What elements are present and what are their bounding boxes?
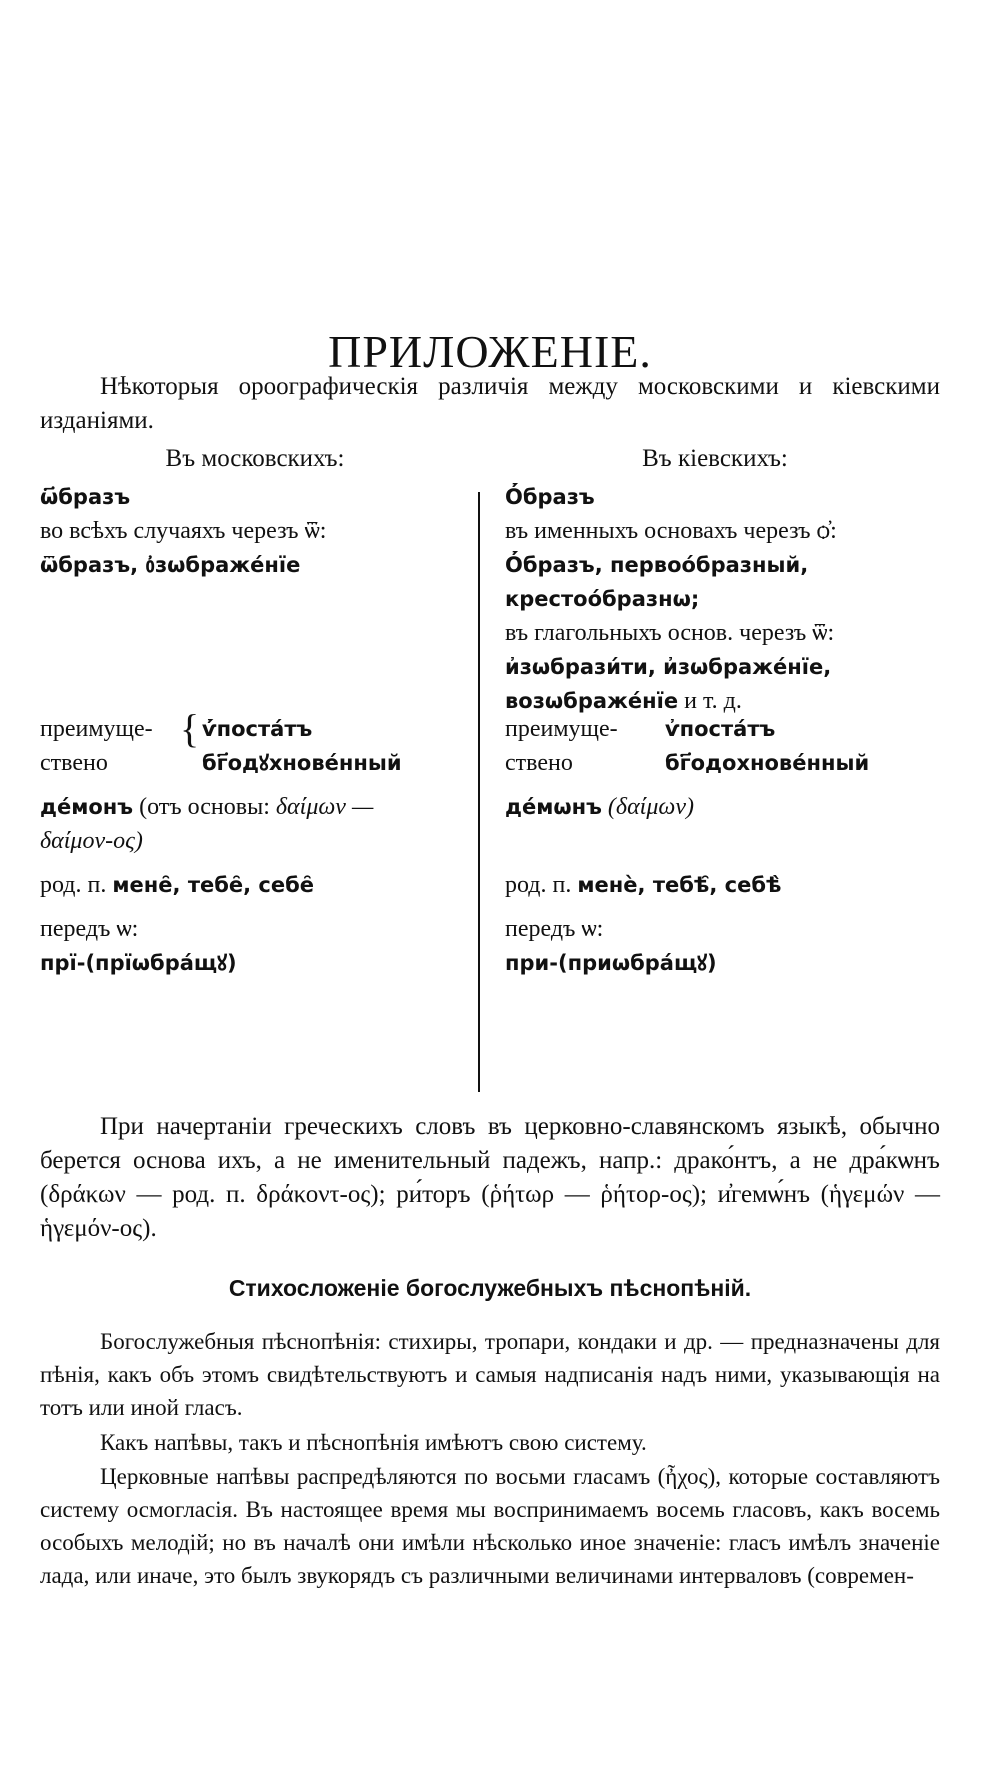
row3-moscow-word: де́монъ — [40, 795, 134, 819]
row1-moscow-examples: ѿбразъ, ᲂ҆зѡбраже́нїе — [40, 553, 301, 577]
row2-moscow-word-b: бг҃одꙋхнове́нный — [202, 751, 402, 775]
row4-kiev-label: род. п. — [505, 872, 572, 898]
row2-kiev-inner — [505, 712, 930, 780]
row1-kiev-examples-c: и҆зѡбрази́ти, и҆зѡбраже́нїе, — [505, 655, 832, 679]
row3-kiev-word: де́мѡнъ — [505, 795, 602, 819]
row3-moscow-note: (отъ основы: — [139, 794, 270, 820]
hymns-paragraph: Богослужебныя пѣснопѣнія: стихиры, тропари, кондаки и др. — предназначены для пѣнія, какъ объ этомъ свидѣтельствуютъ и самыя надписанія надъ ними, указывающія на тотъ или иной гласъ. — [40, 1329, 940, 1420]
row5-kiev-label: передъ ѡ: — [505, 916, 604, 942]
page-title: ПРИЛОЖЕНІЕ. — [328, 326, 652, 377]
row5-moscow-example: прї-(прїѡбра́щꙋ) — [40, 951, 237, 975]
row1-kiev-etc: и т. д. — [684, 688, 742, 714]
row1-kiev-rule-nominal: въ именныхъ основахъ черезъ ѻ҆: — [505, 518, 837, 544]
row2-kiev — [505, 712, 930, 780]
greek-words-paragraph: При начертаніи греческихъ словъ въ церковно-славянскомъ языкѣ, обычно берется основа ихъ, а не именительный падежъ, напр.: драко́нтъ, а не дра́кѡнъ (δράκων — род. п. δράκοντ-ος); ри́торъ (ῥήτωρ — ῥήτορ-ος); и҆гемѡ́нъ (ἡγεμών — ἡγεμόν-ος). — [40, 1113, 940, 1242]
row3-kiev-line — [505, 790, 930, 824]
row4-moscow-label: род. п. — [40, 872, 107, 898]
row5-moscow-label: передъ ѡ: — [40, 916, 139, 942]
row4-kiev-forms: менѐ, тебѣ̑, себѣ̀ — [577, 873, 782, 897]
row2-kiev-word-b: бг҃одохнове́нный — [665, 751, 870, 775]
header-moscow: Въ московскихъ: — [165, 445, 345, 472]
tones-paragraph: Церковные напѣвы распредѣляются по восьми гласамъ (ἦχος), которые составляютъ систему осмогласія. Въ настоящее время мы воспринимаемъ восемь гласовъ, какъ восемь особыхъ мелодій; но въ началѣ они имѣли нѣсколько иное значеніе: гласъ имѣлъ значеніе лада, или иначе, это былъ звукорядъ съ различными величинами интерваловъ (современ- — [40, 1464, 940, 1588]
row3-kiev — [505, 790, 930, 824]
column-divider — [478, 492, 480, 1092]
row2-moscow — [40, 706, 465, 780]
row4-moscow-forms: мене̑, тебе̑, себе̑ — [112, 873, 315, 897]
row4-kiev — [505, 868, 930, 902]
row2-kiev-word-a: ѵ҆поста́тъ — [665, 717, 776, 741]
row2-kiev-label-a: преимуще- — [505, 716, 618, 742]
row2-kiev-label-b: ствено — [505, 750, 573, 776]
row1-kiev-examples-a: О҆́бразъ, первоо́бразный, — [505, 553, 809, 577]
row1-kiev-word-d: возѡбраже́нїе — [505, 689, 679, 713]
row1-kiev-word: О҆́бразъ — [505, 485, 595, 509]
intro-paragraph: Нѣкоторыя ороографическія различія между московскими и кіевскими изданіями. — [40, 373, 940, 434]
brace-icon: { — [180, 706, 200, 751]
header-kiev: Въ кіевскихъ: — [642, 445, 788, 472]
row5-kiev — [505, 912, 930, 980]
row1-kiev — [505, 480, 930, 718]
row2-moscow-inner — [40, 706, 465, 780]
row2-label — [40, 712, 180, 780]
row1-kiev-examples-b: крестоо́бразнѡ; — [505, 587, 700, 611]
row5-kiev-example: при-(приѡбра́щꙋ) — [505, 951, 717, 975]
row4-moscow — [40, 868, 465, 902]
row1-kiev-rule-verbal: въ глагольныхъ основ. черезъ ѿ: — [505, 620, 835, 646]
section-subtitle: Стихосложеніе богослужебныхъ пѣснопѣній. — [228, 1275, 752, 1301]
row1-moscow-word: ѡ҃бразъ — [40, 485, 131, 509]
row1-moscow-rule: во всѣхъ случаяхъ черезъ ѿ: — [40, 518, 327, 544]
row2-kiev-words — [665, 712, 869, 780]
row2-label-a: преимуще- — [40, 716, 153, 742]
row1-moscow — [40, 480, 465, 582]
row3-moscow-greek: δαίμων — — [275, 794, 374, 820]
row3-kiev-greek: (δαίμων) — [607, 794, 694, 820]
row2-label-b: ствено — [40, 750, 108, 776]
system-paragraph: Какъ напѣвы, такъ и пѣснопѣнія имѣютъ свою систему. — [100, 1430, 647, 1455]
row3-moscow-greek-stem: δαίμον-ος) — [40, 828, 143, 854]
row2-moscow-words — [202, 712, 402, 780]
row2-moscow-word-a: ѵ҆́поста́тъ — [202, 717, 313, 741]
row3-moscow — [40, 790, 465, 858]
row3-moscow-line — [40, 790, 465, 824]
row5-moscow — [40, 912, 465, 980]
row2-kiev-label — [505, 712, 665, 780]
